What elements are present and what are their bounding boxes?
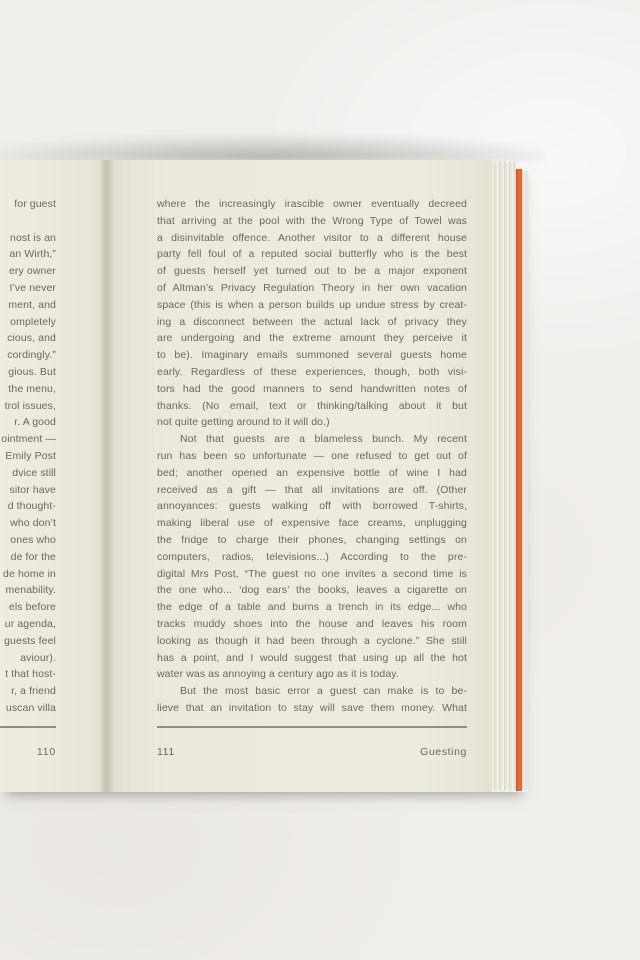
text-line-fragment: r. A good <box>14 416 56 429</box>
right-page-text <box>157 196 467 717</box>
left-footer-rule <box>0 726 56 728</box>
text-line-fragment: aviour). <box>20 651 56 664</box>
text-line-fragment: Emily Post <box>5 449 56 462</box>
text-line: the one who... ‘dog ears’ the books, leaves a cigarette on <box>157 584 467 597</box>
text-line-fragment: menability. <box>5 584 56 597</box>
text-line-fragment: gious. But <box>8 365 56 378</box>
open-book <box>0 160 528 792</box>
text-line-fragment: nost is an <box>10 231 56 244</box>
text-line: computers, radios, televisions...) According to the pre- <box>157 550 467 563</box>
text-line: received as a gift — that all invitations are off. (Other <box>157 483 467 496</box>
text-line-fragment: cordingly.” <box>7 349 56 362</box>
text-line-fragment <box>0 213 56 230</box>
text-line: the edge of a table and burns a trench in its edge... who <box>157 601 467 614</box>
text-line-fragment: the menu, <box>8 382 56 395</box>
text-line-fragment: dvice still <box>12 466 56 479</box>
right-page-number: 111 <box>157 746 175 758</box>
text-line: space (this is when a person builds up undue stress by creat- <box>157 298 467 311</box>
running-head: Guesting <box>420 746 467 758</box>
text-line-fragment: t that host- <box>5 668 56 681</box>
text-line: lieve that an invitation to stay will save them money. What <box>157 701 467 714</box>
text-line: making liberal use of expensive face creams, unplugging <box>157 517 467 530</box>
text-line: of guests herself yet turned out to be a major exponent <box>157 265 467 278</box>
text-line-fragment: uscan villa <box>5 701 56 714</box>
left-page-text <box>0 196 56 717</box>
back-cover-edge <box>522 171 528 790</box>
text-line-fragment: ur agenda, <box>4 617 56 630</box>
text-line: party fell foul of a reputed social butterfly who is the best <box>157 248 467 261</box>
text-line: are undergoing and the extreme amount they perceive it <box>157 332 467 345</box>
text-line-fragment: ointment — <box>1 433 56 446</box>
text-line: has a point, and I would suggest that using up all the hot <box>157 651 467 664</box>
text-line-fragment: de home in <box>3 567 56 580</box>
text-line-fragment: ones who <box>10 533 56 546</box>
text-line-fragment: guests feel <box>4 634 56 647</box>
text-line: bed; another opened an expensive bottle of wine I had <box>157 466 467 479</box>
text-line-fragment: de for the <box>10 550 56 563</box>
text-line: that arriving at the pool with the Wrong Type of Towel was <box>157 214 467 227</box>
text-line: Not that guests are a blameless bunch. My recent <box>180 433 467 446</box>
text-line-fragment: r, a friend <box>11 685 56 698</box>
text-line: the fridge to charge their phones, changing settings on <box>157 533 467 546</box>
text-line: not quite getting around to it will do.) <box>157 416 330 429</box>
text-line: thanks. (No email, text or thinking/talking about it but <box>157 399 467 412</box>
left-page-number: 110 <box>36 746 56 758</box>
text-line: ing a disconnect between the actual lack of privacy they <box>157 315 467 328</box>
text-line: of Altman’s Privacy Regulation Theory in her own vacation <box>157 281 467 294</box>
text-line-fragment: cious, and <box>7 332 56 345</box>
text-line: annoyances: guests walking off with borrowed T-shirts, <box>157 500 467 513</box>
text-line: But the most basic error a guest can make is to be- <box>180 685 467 698</box>
spine-gutter-crease <box>99 160 114 792</box>
text-line-fragment: I’ve never <box>9 281 56 294</box>
book-top-shadow <box>0 135 544 161</box>
right-page-footer <box>157 744 467 761</box>
right-footer-rule <box>157 726 467 728</box>
text-line-fragment: an Wirth,” <box>9 248 56 261</box>
text-line-fragment: ment, and <box>8 298 56 311</box>
text-line: water was as annoying a century ago as it is today. <box>157 668 399 681</box>
text-line: a disinvitable offence. Another visitor to a different house <box>157 231 467 244</box>
text-line-fragment: for guest <box>14 198 56 210</box>
text-line: tors had the good manners to send handwritten notes of <box>157 382 467 395</box>
text-line: run has been so unfortunate — one refused to get out of <box>157 449 467 462</box>
text-line: to be). Imaginary emails summoned several guests home <box>157 349 467 362</box>
page-edge-stack <box>492 162 516 790</box>
text-line-fragment: trol issues, <box>4 399 56 412</box>
text-line-fragment: who don’t <box>10 517 56 530</box>
text-line: looking as though it had been through a cyclone.” She still <box>157 634 467 647</box>
text-line-fragment: sitor have <box>9 483 56 496</box>
text-line-fragment: d thought- <box>7 500 56 513</box>
text-line-fragment: els before <box>8 601 56 614</box>
text-line: early. Regardless of these experiences, though, both visi- <box>157 365 467 378</box>
text-line: digital Mrs Post, “The guest no one invites a second time is <box>157 567 467 580</box>
text-line: tracks muddy shoes into the house and leaves his room <box>157 617 467 630</box>
text-line: where the increasingly irascible owner eventually decreed <box>157 198 467 210</box>
text-line-fragment: ery owner <box>8 265 56 278</box>
text-line-fragment: ompletely <box>10 315 56 328</box>
